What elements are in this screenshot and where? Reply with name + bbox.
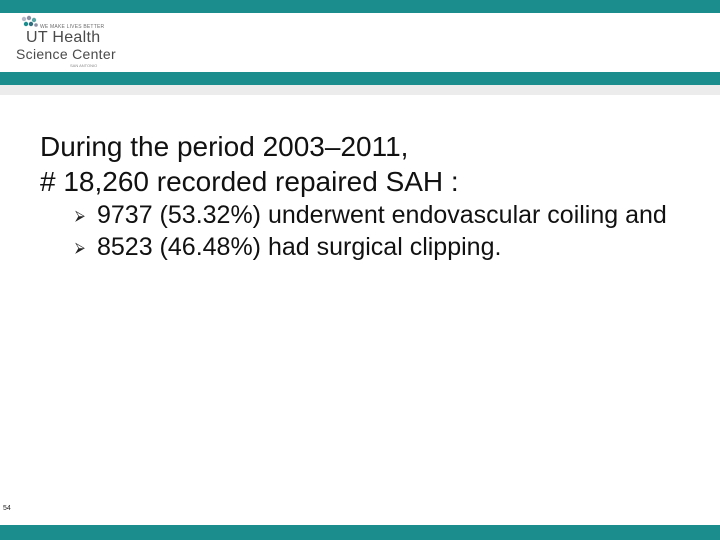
- heading-line-period: During the period 2003–2011,: [40, 131, 409, 162]
- ut-health-logo: [14, 15, 144, 69]
- header-accent-band: [0, 72, 720, 85]
- list-item: [75, 231, 715, 263]
- slide-heading: [40, 129, 700, 199]
- bullet-text-coiling: 9737 (53.32%) underwent endovascular coiling and: [97, 201, 667, 229]
- list-item: [75, 199, 715, 231]
- bullet-text-clipping: 8523 (46.48%) had surgical clipping.: [97, 233, 502, 261]
- arrow-bullet-icon: ⮚: [75, 239, 85, 255]
- arrow-bullet-icon: ⮚: [75, 207, 85, 223]
- header-shadow: [0, 85, 720, 95]
- logo-tagline: WE MAKE LIVES BETTER: [40, 24, 105, 30]
- logo-science-center: Science Center: [16, 46, 116, 62]
- bullet-list: [75, 199, 715, 263]
- heading-line-count: # 18,260 recorded repaired SAH :: [40, 166, 459, 197]
- bottom-accent-bar: [0, 525, 720, 540]
- logo-ut-health: UT Health: [26, 29, 101, 46]
- top-accent-bar: [0, 0, 720, 13]
- logo-san-antonio: SAN ANTONIO: [70, 63, 98, 68]
- page-number: 54: [3, 505, 11, 512]
